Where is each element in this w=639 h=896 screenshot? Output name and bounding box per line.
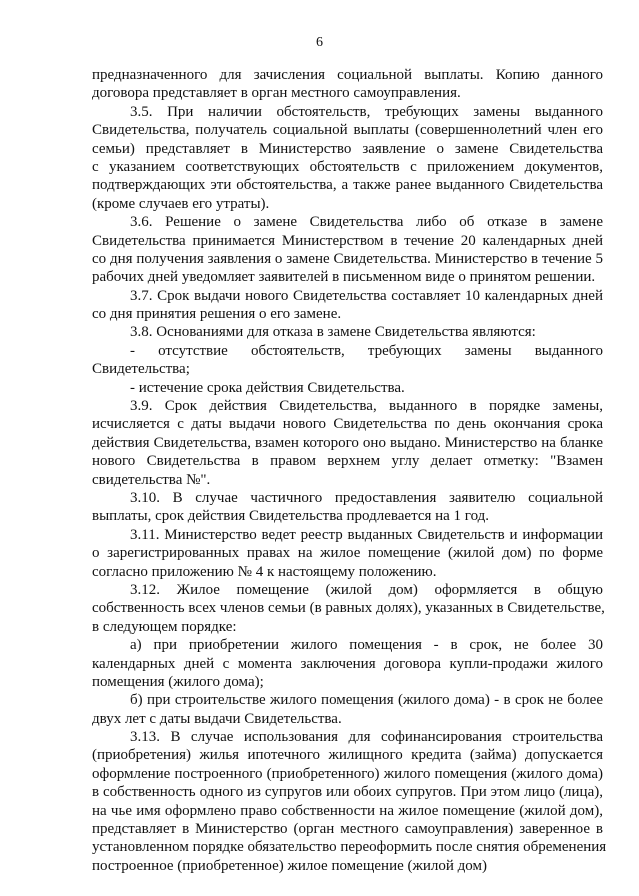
paragraph-line: подтверждающих эти обстоятельства, а также ранее выданного Свидетельства — [92, 177, 603, 194]
paragraph-line: двух лет с даты выдачи Свидетельства. — [92, 710, 342, 727]
paragraph-line: на чье имя оформлено право собственности на жилое помещение (жилой дом), — [92, 802, 603, 819]
paragraph-line: б) при строительстве жилого помещения (жилого дома) - в срок не более — [130, 692, 603, 709]
paragraph-line: - истечение срока действия Свидетельства. — [130, 379, 405, 396]
paragraph-line: договора представляет в орган местного самоуправления. — [92, 85, 461, 102]
paragraph-3-8 — [92, 323, 603, 341]
paragraph-line: с указанием соответствующих обстоятельств с приложением документов, — [92, 158, 603, 175]
paragraph-line: представляет в Министерство (орган местного самоуправления) заверенное в — [92, 821, 603, 838]
document-body — [92, 66, 607, 875]
paragraph-line: согласно приложению № 4 к настоящему положению. — [92, 563, 437, 580]
paragraph-line: календарных дней с момента заключения договора купли-продажи жилого — [92, 655, 603, 672]
paragraph-line: 3.5. При наличии обстоятельств, требующих замены выданного — [130, 103, 603, 120]
paragraph-line: (кроме случаев его утраты). — [92, 195, 270, 212]
paragraph-line: со дня принятия решения о его замене. — [92, 306, 342, 323]
paragraph-3-7 — [92, 287, 603, 324]
paragraph-line: собственность всех членов семьи (в равных долях), указанных в Свидетельстве, — [92, 600, 605, 617]
paragraph-line: 3.7. Срок выдачи нового Свидетельства составляет 10 календарных дней — [130, 287, 603, 304]
paragraph-line: а) при приобретении жилого помещения - в срок, не более 30 — [130, 637, 603, 654]
paragraph-line: - отсутствие обстоятельств, требующих замены выданного — [130, 342, 603, 359]
paragraph-3-12 — [92, 581, 603, 636]
paragraph-line: со дня получения заявления о замене Свидетельства. Министерство в течение 5 — [92, 250, 603, 267]
paragraph-3-5 — [92, 103, 603, 213]
paragraph-line: выплаты, срок действия Свидетельства продлевается на 1 год. — [92, 508, 490, 525]
paragraph-line: 3.12. Жилое помещение (жилой дом) оформляется в общую — [130, 581, 603, 598]
paragraph-line: установленном порядке обязательство переоформить после снятия обременения — [92, 839, 607, 856]
paragraph-line: 3.9. Срок действия Свидетельства, выданного в порядке замены, — [130, 398, 603, 415]
paragraph-3-10 — [92, 489, 603, 526]
paragraph-3-9 — [92, 397, 603, 489]
paragraph-line: в следующем порядке: — [92, 618, 237, 635]
paragraph-line: 3.6. Решение о замене Свидетельства либо об отказе в замене — [130, 214, 603, 231]
paragraph-3-8-a — [92, 342, 603, 379]
paragraph-line: о зарегистрированных правах на жилое помещение (жилой дом) по форме — [92, 545, 603, 562]
paragraph-line: 3.10. В случае частичного предоставления заявителю социальной — [130, 489, 603, 506]
paragraph-3-12-a — [92, 636, 603, 691]
paragraph-3-11 — [92, 526, 603, 581]
paragraph-line: 3.13. В случае использования для софинансирования строительства — [130, 729, 603, 746]
paragraph-line: свидетельства №". — [92, 471, 211, 488]
paragraph-3-12-b — [92, 691, 603, 728]
paragraph-3-6 — [92, 213, 603, 287]
paragraph-line: (приобретения) жилья ипотечного жилищного кредита (займа) допускается — [92, 747, 603, 764]
paragraph-3-13 — [92, 728, 607, 875]
paragraph-line: построенное (приобретенное) жилое помещение (жилой дом) — [92, 857, 487, 874]
page-number: 6 — [316, 35, 323, 50]
paragraph-line: нового Свидетельства в правом верхнем углу делает отметку: "Взамен — [92, 453, 603, 470]
paragraph-line: 3.11. Министерство ведет реестр выданных Свидетельств и информации — [130, 526, 603, 543]
paragraph-line: Свидетельства; — [92, 361, 190, 378]
paragraph-line: помещения (жилого дома); — [92, 673, 264, 690]
paragraph-line: исчисляется с даты выдачи нового Свидетельства по день окончания срока — [92, 416, 603, 433]
paragraph-3-8-b — [92, 379, 603, 397]
paragraph-line: рабочих дней уведомляет заявителей в письменном виде о принятом решении. — [92, 269, 596, 286]
paragraph-line: оформление построенного (приобретенного) жилого помещения (жилого дома) — [92, 765, 603, 782]
paragraph-line: Свидетельства, получатель социальной выплаты (совершеннолетний член его — [92, 122, 603, 139]
paragraph-line: Свидетельства принимается Министерством в течение 20 календарных дней — [92, 232, 603, 249]
paragraph-line: действия Свидетельства, взамен которого оно выдано. Министерство на бланке — [92, 434, 603, 451]
paragraph-line: семьи) представляет в Министерство заявление о замене Свидетельства — [92, 140, 603, 157]
paragraph-line: в собственность одного из супругов или обоих супругов. При этом лицо (лица), — [92, 784, 603, 801]
paragraph-cont — [92, 66, 603, 103]
paragraph-line: предназначенного для зачисления социальной выплаты. Копию данного — [92, 67, 603, 83]
paragraph-line: 3.8. Основаниями для отказа в замене Свидетельства являются: — [130, 324, 536, 341]
